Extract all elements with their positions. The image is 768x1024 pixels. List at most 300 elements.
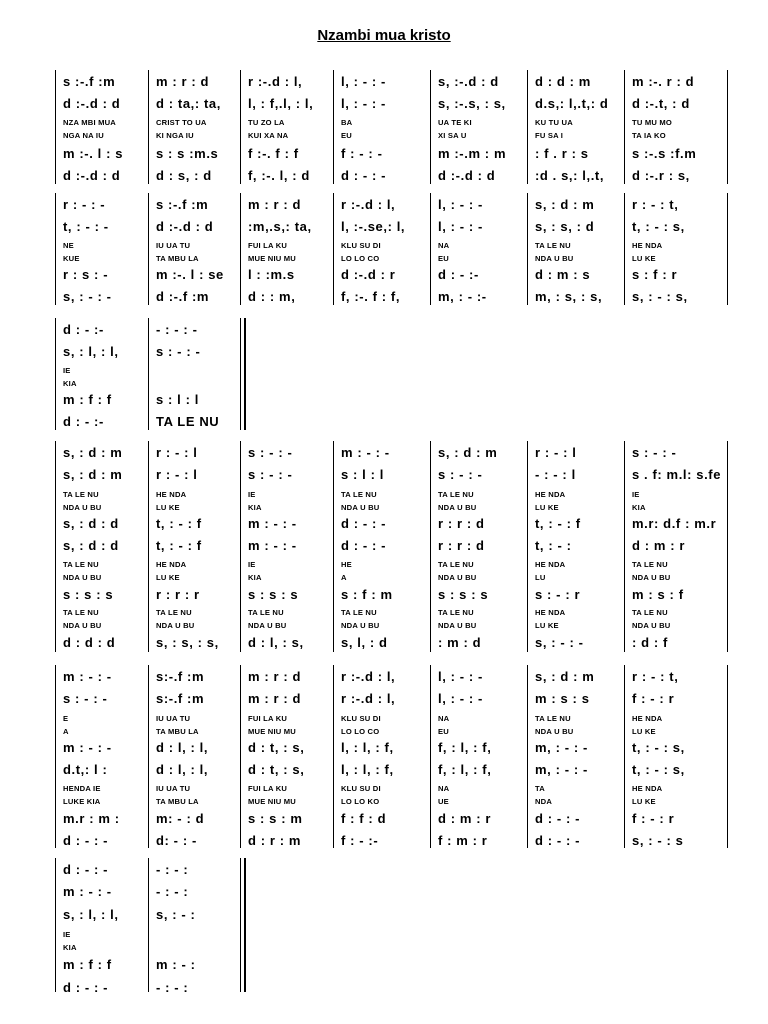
solfa-notes: d :-.f :m [156,289,210,304]
solfa-notes: m :-. l : se [156,267,224,282]
bar-line [527,441,528,652]
score-system [0,70,768,184]
solfa-notes: d : - : - [63,833,109,848]
lyric-syllables: CRIST TO UA [156,118,207,127]
bar-line [727,70,728,184]
lyric-syllables: NDA U BU [341,503,380,512]
solfa-notes: l, : l, : f, [341,762,394,777]
solfa-notes: s:-.f :m [156,669,205,684]
lyric-syllables: LU KE [535,503,559,512]
measure [341,70,426,184]
solfa-notes: l, : - : - [341,96,386,111]
solfa-notes: r : - : l [156,445,198,460]
solfa-notes: d :-.d : r [341,267,396,282]
solfa-notes: t, : - : s, [632,219,685,234]
lyric-syllables: NA [438,784,450,793]
solfa-notes: s : f : r [632,267,678,282]
solfa-notes: d : - : - [535,833,581,848]
lyric-syllables: NDA U BU [438,503,477,512]
solfa-notes: d : - : - [341,538,387,553]
lyric-syllables: TA LE NU [341,490,377,499]
solfa-notes: m, : - :- [438,289,487,304]
solfa-notes: r : r : d [438,516,485,531]
solfa-notes: d :-.r : s, [632,168,690,183]
solfa-notes: d :-.d : d [63,168,121,183]
solfa-notes: s : - : - [63,691,108,706]
solfa-notes: d: - : - [156,833,197,848]
lyric-syllables: NDA U BU [535,727,574,736]
solfa-notes: s, : - : s, [632,289,688,304]
solfa-notes: s, : d : d [63,538,119,553]
measure [63,665,144,848]
lyric-syllables: HE NDA [632,784,663,793]
bar-line [624,70,625,184]
solfa-notes: m : - : - [341,445,390,460]
measure [156,318,236,430]
bar-line [727,665,728,848]
solfa-notes: s:-.f :m [156,691,205,706]
bar-line [240,70,241,184]
solfa-notes: d : r : m [248,833,302,848]
lyric-syllables: NDA U BU [438,621,477,630]
lyric-syllables: KIA [63,943,77,952]
measure [341,193,426,305]
measure [63,70,144,184]
solfa-notes: s, : - : - [535,635,584,650]
solfa-notes: f : f : d [341,811,387,826]
bar-line [430,441,431,652]
solfa-notes: f :-. f : f [248,146,299,161]
bar-line [240,858,241,992]
lyric-syllables: NDA U BU [63,503,102,512]
score-system [0,441,768,652]
solfa-notes: m : s : s [535,691,590,706]
lyric-syllables: TA LE NU [438,490,474,499]
solfa-notes: s, : d : m [438,445,498,460]
lyric-syllables: TA IA KO [632,131,666,140]
bar-line [333,193,334,305]
lyric-syllables: NDA U BU [248,621,287,630]
measure [632,441,723,652]
solfa-notes: d : - : - [63,980,109,992]
bar-line [240,441,241,652]
lyric-syllables: IE [63,930,71,939]
bar-line [527,665,528,848]
bar-line [430,665,431,848]
solfa-notes: d : - : - [535,811,581,826]
solfa-notes: f : - : - [341,146,383,161]
lyric-syllables: KLU SU DI [341,241,381,250]
solfa-notes: m, : s, : s, [535,289,603,304]
solfa-notes: l, : f,.l, : l, [248,96,314,111]
lyric-syllables: TA LE NU [632,560,668,569]
solfa-notes: s, l, : d [341,635,388,650]
lyric-syllables: LO LO KO [341,797,380,806]
bar-line [624,193,625,305]
lyric-syllables: LO LO CO [341,254,380,263]
solfa-notes: m : r : d [248,669,302,684]
score-system [0,858,768,992]
lyric-syllables: NDA U BU [63,573,102,582]
solfa-notes: - : - : l [535,467,576,482]
solfa-notes: r : - : t, [632,197,679,212]
solfa-notes: s, : - : s [632,833,684,848]
solfa-notes: s : s : s [438,587,489,602]
score-system [0,318,768,430]
lyric-syllables: NDA [535,797,553,806]
solfa-notes: s :-.f :m [63,74,116,89]
bar-line [624,665,625,848]
lyric-syllables: LU KE [632,797,656,806]
solfa-notes: : f . r : s [535,146,589,161]
solfa-notes: l : :m.s [248,267,295,282]
solfa-notes: s, : - : - [63,289,112,304]
solfa-notes: d : m : r [632,538,686,553]
solfa-notes: f : - : r [632,811,675,826]
solfa-notes: r : r : r [156,587,200,602]
measure [156,858,236,992]
lyric-syllables: LUKE KIA [63,797,101,806]
lyric-syllables: TA LE NU [156,608,192,617]
lyric-syllables: IU UA TU [156,714,191,723]
solfa-notes: r : s : - [63,267,109,282]
lyric-syllables: TA LE NU [632,608,668,617]
solfa-notes: d : ta,: ta, [156,96,221,111]
lyric-syllables: NDA U BU [535,254,574,263]
lyric-syllables: TA MBU LA [156,727,199,736]
solfa-notes: d : - :- [63,414,104,429]
lyric-syllables: KLU SU DI [341,784,381,793]
lyric-syllables: NDA U BU [438,573,477,582]
bar-line [624,441,625,652]
lyric-syllables: TA LE NU [63,490,99,499]
lyric-syllables: EU [438,727,449,736]
lyric-syllables: UE [438,797,449,806]
solfa-notes: s, : - : [156,907,196,922]
lyric-syllables: TA MBU LA [156,797,199,806]
lyric-syllables: LO LO CO [341,727,380,736]
measure [632,70,723,184]
solfa-notes: t, : - : s, [632,762,685,777]
solfa-notes: s : - : r [535,587,581,602]
solfa-notes: d : l, : l, [156,762,209,777]
bar-line [527,70,528,184]
lyric-syllables: HE [341,560,352,569]
lyric-syllables: KUE [63,254,80,263]
solfa-notes: f, : l, : f, [438,762,492,777]
solfa-notes: s . f: m.l: s.fe [632,467,722,482]
solfa-notes: s : - : - [632,445,677,460]
solfa-notes: d : s, : d [156,168,212,183]
bar-line [333,665,334,848]
lyric-syllables: NDA U BU [63,621,102,630]
solfa-notes: m: - : d [156,811,205,826]
bar-line [148,318,149,430]
solfa-notes: d : d : d [63,635,116,650]
solfa-notes: m.r: d.f : m.r [632,516,717,531]
lyric-syllables: LU [535,573,546,582]
solfa-notes: m : - : - [248,516,297,531]
lyric-syllables: LU KE [156,503,180,512]
solfa-notes: s, : l, : l, [63,344,119,359]
solfa-notes: s, : d : d [63,516,119,531]
lyric-syllables: LU KE [632,727,656,736]
measure [156,665,236,848]
solfa-notes: l, : l, : f, [341,740,394,755]
lyric-syllables: IE [632,490,640,499]
solfa-notes: s :-.s :f.m [632,146,697,161]
bar-line [240,665,241,848]
solfa-notes: d : t, : s, [248,740,305,755]
lyric-syllables: E [63,714,69,723]
solfa-notes: m : - : [156,957,196,972]
solfa-notes: :d . s,: l,.t, [535,168,605,183]
bar-line [240,318,241,430]
solfa-notes: f, : l, : f, [438,740,492,755]
lyric-syllables: IE [63,366,71,375]
lyric-syllables: A [63,727,69,736]
bar-line [527,193,528,305]
solfa-notes: r :-.d : l, [248,74,303,89]
solfa-notes: s, : d : m [63,445,123,460]
solfa-notes: f, :-. l, : d [248,168,310,183]
lyric-syllables: KIA [248,573,262,582]
score-system [0,193,768,305]
measure [248,665,329,848]
solfa-notes: l, : - : - [438,669,483,684]
solfa-notes: s : f : m [341,587,393,602]
solfa-notes: m, : - : - [535,762,588,777]
lyric-syllables: HE NDA [156,490,187,499]
solfa-notes: s : s : s [248,587,299,602]
song-title: Nzambi mua kristo [317,27,451,44]
bar-line [148,70,149,184]
lyric-syllables: NGA NA IU [63,131,104,140]
solfa-notes: m :-. l : s [63,146,124,161]
lyric-syllables: KIA [248,503,262,512]
lyric-syllables: TA MBU LA [156,254,199,263]
lyric-syllables: IE [248,560,256,569]
measure [248,193,329,305]
bar-line [333,441,334,652]
bar-line [148,665,149,848]
solfa-notes: d : - : - [341,516,387,531]
solfa-notes: t, : - : f [156,538,202,553]
solfa-notes: s : l : l [341,467,384,482]
solfa-notes: - : - : - [156,322,198,337]
bar-line [727,193,728,305]
solfa-notes: - : - : [156,884,189,899]
bar-line [148,858,149,992]
solfa-notes: l, : - : - [341,74,386,89]
lyric-syllables: TA LE NU [63,560,99,569]
measure [632,665,723,848]
solfa-notes: s, : l, : l, [63,907,119,922]
lyric-syllables: TA LE NU [248,608,284,617]
solfa-notes: d :-.d : d [63,96,121,111]
lyric-syllables: HE NDA [632,241,663,250]
lyric-syllables: IE [248,490,256,499]
bar-line [240,193,241,305]
solfa-notes: d : - : - [63,862,109,877]
solfa-notes: s : s : m [248,811,303,826]
solfa-notes: r : - : t, [632,669,679,684]
measure [535,665,620,848]
solfa-notes: m : - : - [63,669,112,684]
solfa-notes: t, : - : s, [632,740,685,755]
lyric-syllables: LU KE [632,254,656,263]
solfa-notes: s : - : - [156,344,201,359]
lyric-syllables: KI NGA IU [156,131,194,140]
lyric-syllables: MUE NIU MU [248,727,296,736]
lyric-syllables: TA LE NU [438,608,474,617]
lyric-syllables: BA [341,118,353,127]
measure [156,193,236,305]
solfa-notes: s : - : - [438,467,483,482]
score-system [0,665,768,848]
lyric-syllables: KU TU UA [535,118,573,127]
measure [156,441,236,652]
lyric-syllables: HE NDA [156,560,187,569]
lyric-syllables: TA LE NU [63,608,99,617]
lyric-syllables: FUI LA KU [248,784,288,793]
lyric-syllables: TA LE NU [438,560,474,569]
solfa-notes: s :-.f :m [156,197,209,212]
solfa-notes: s, : d : m [535,669,595,684]
solfa-notes: d : m : r [438,811,492,826]
solfa-notes: s : l : l [156,392,199,407]
solfa-notes: d : d : m [535,74,591,89]
solfa-notes: m : f : f [63,392,112,407]
final-bar-line [244,318,246,430]
solfa-notes: f : m : r [438,833,488,848]
lyric-syllables: TA [535,784,545,793]
solfa-notes: d :-.t, : d [632,96,690,111]
solfa-notes: d : l, : l, [156,740,209,755]
lyric-syllables: NDA U BU [341,621,380,630]
measure [438,70,523,184]
lyric-syllables: NDA U BU [156,621,195,630]
solfa-notes: f : - :- [341,833,379,848]
solfa-notes: m : r : d [248,197,302,212]
lyric-syllables: LU KE [156,573,180,582]
solfa-notes: d : t, : s, [248,762,305,777]
bar-line [55,318,56,430]
solfa-notes: s, : s, : d [535,219,595,234]
bar-line [727,441,728,652]
solfa-notes: d.s,: l,.t,: d [535,96,609,111]
solfa-notes: r : - : l [535,445,577,460]
solfa-notes: m : - : - [63,740,112,755]
lyric-syllables: TA LE NU [341,608,377,617]
solfa-notes: r :-.d : l, [341,691,396,706]
lyric-syllables: HE NDA [632,714,663,723]
solfa-notes: - : - : [156,862,189,877]
solfa-notes: t, : - : - [63,219,109,234]
measure [63,441,144,652]
lyric-syllables: EU [438,254,449,263]
lyric-syllables: MUE NIU MU [248,797,296,806]
solfa-notes: d :-.d : d [156,219,214,234]
final-bar-line [244,858,246,992]
measure [438,441,523,652]
lyric-syllables: NDA U BU [632,573,671,582]
measure [535,193,620,305]
lyric-syllables: IU UA TU [156,784,191,793]
lyric-syllables: TA LE NU [535,241,571,250]
solfa-notes: d.t,: l : [63,762,108,777]
bar-line [55,70,56,184]
lyric-syllables: HE NDA [535,560,566,569]
measure [63,318,144,430]
solfa-notes: m :-.m : m [438,146,507,161]
lyric-syllables: A [341,573,347,582]
solfa-notes: m : r : d [248,691,302,706]
lyric-syllables: NA [438,241,450,250]
solfa-notes: s, :-.s, : s, [438,96,506,111]
solfa-notes: r :-.d : l, [341,669,396,684]
solfa-notes: s, : d : m [63,467,123,482]
lyric-syllables: FUI LA KU [248,714,288,723]
bar-line [55,193,56,305]
lyric-syllables: NA [438,714,450,723]
measure [535,70,620,184]
lyric-syllables: EU [341,131,352,140]
lyric-syllables: UA TE KI [438,118,472,127]
measure [438,665,523,848]
measure [438,193,523,305]
solfa-notes: t, : - : [535,538,572,553]
measure [535,441,620,652]
solfa-notes: :m,.s,: ta, [248,219,312,234]
solfa-notes: m : - : - [63,884,112,899]
lyric-syllables: XI SA U [438,131,467,140]
solfa-notes: m :-. r : d [632,74,695,89]
solfa-notes: r : r : d [438,538,485,553]
solfa-notes: t, : - : f [535,516,581,531]
solfa-notes: s, : s, : s, [156,635,219,650]
solfa-notes: d : - : - [341,168,387,183]
lyric-syllables: LU KE [535,621,559,630]
measure [63,193,144,305]
solfa-notes: TA LE NU [156,414,220,429]
lyric-syllables: IU UA TU [156,241,191,250]
solfa-notes: l, : - : - [438,219,483,234]
measure [248,441,329,652]
solfa-notes: d : - :- [63,322,104,337]
lyric-syllables: TU ZO LA [248,118,285,127]
bar-line [430,70,431,184]
lyric-syllables: HENDA IE [63,784,101,793]
lyric-syllables: HE NDA [535,490,566,499]
lyric-syllables: TU MU MO [632,118,672,127]
solfa-notes: : m : d [438,635,482,650]
bar-line [55,441,56,652]
solfa-notes: d : : m, [248,289,296,304]
bar-line [55,858,56,992]
lyric-syllables: KIA [63,379,77,388]
solfa-notes: m : s : f [632,587,684,602]
solfa-notes: m : - : - [248,538,297,553]
bar-line [55,665,56,848]
measure [341,665,426,848]
measure [248,70,329,184]
solfa-notes: l, :-.se,: l, [341,219,406,234]
lyric-syllables: NDA U BU [632,621,671,630]
solfa-notes: t, : - : f [156,516,202,531]
solfa-notes: s, : d : m [535,197,595,212]
solfa-notes: m : r : d [156,74,210,89]
